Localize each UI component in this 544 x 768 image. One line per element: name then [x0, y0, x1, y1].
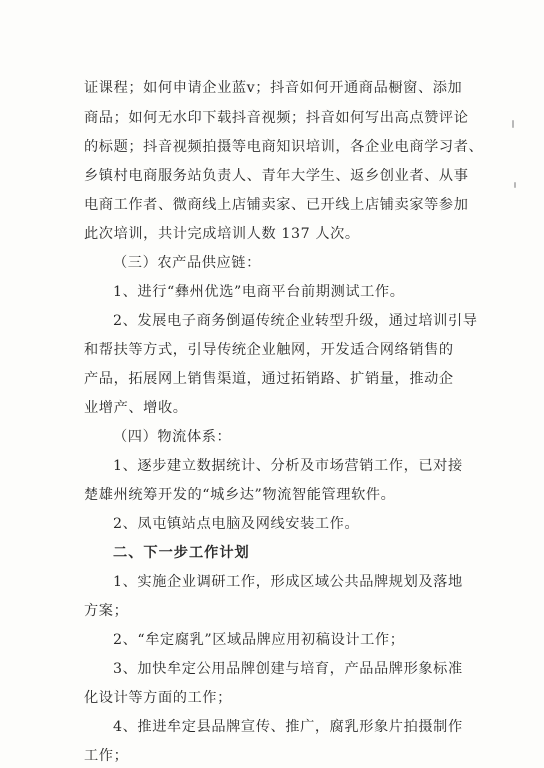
paragraph-line: 1、逐步建立数据统计、分析及市场营销工作，已对接	[113, 458, 463, 474]
paragraph-line: 1、实施企业调研工作，形成区域公共品牌规划及落地	[113, 574, 463, 590]
paragraph-line: 楚雄州统筹开发的“城乡达”物流智能管理软件。	[84, 487, 396, 503]
paragraph-line: 电商工作者、微商线上店铺卖家、已开线上店铺卖家等参加	[84, 197, 469, 213]
paragraph-line: 方案；	[84, 603, 129, 619]
paragraph-line: 3、加快牟定公用品牌创建与培育，产品品牌形象标准	[113, 661, 463, 677]
paragraph-line: 证课程；如何申请企业蓝v；抖音如何开通商品橱窗、添加	[84, 80, 463, 96]
paragraph-line: 2、“牟定腐乳”区域品牌应用初稿设计工作；	[113, 632, 405, 648]
paragraph-line: 产品，拓展网上销售渠道，通过拓销路、扩销量，推动企	[84, 371, 454, 387]
paragraph-line: 1、进行“彝州优选”电商平台前期测试工作。	[113, 284, 405, 300]
paragraph-line: 乡镇村电商服务站负责人、青年大学生、返乡创业者、从事	[84, 168, 469, 184]
paragraph-line: 4、推进牟定县品牌宣传、推广，腐乳形象片拍摄制作	[113, 719, 463, 735]
paragraph-line: 化设计等方面的工作；	[84, 690, 232, 706]
paragraph-line: 2、凤屯镇站点电脑及网线安装工作。	[113, 516, 360, 532]
paragraph-line: 工作；	[84, 748, 129, 764]
scan-speck	[512, 120, 514, 128]
paragraph-line: 业增产、增收。	[84, 400, 188, 416]
paragraph-line: 商品；如何无水印下载抖音视频；抖音如何写出高点赞评论	[84, 110, 469, 126]
section-heading-logistics: （四）物流体系：	[113, 429, 232, 445]
paragraph-line: 2、发展电子商务倒逼传统企业转型升级，通过培训引导	[113, 313, 478, 329]
section-heading-supply-chain: （三）农产品供应链：	[113, 255, 261, 271]
paragraph-line: 和帮扶等方式，引导传统企业触网，开发适合网络销售的	[84, 342, 454, 358]
section-heading-next-plan: 二、下一步工作计划	[113, 545, 250, 561]
scan-speck	[514, 182, 516, 188]
paragraph-line: 此次培训，共计完成培训人数 137 人次。	[84, 226, 360, 242]
paragraph-line: 的标题；抖音视频拍摄等电商知识培训，各企业电商学习者、	[84, 139, 484, 155]
